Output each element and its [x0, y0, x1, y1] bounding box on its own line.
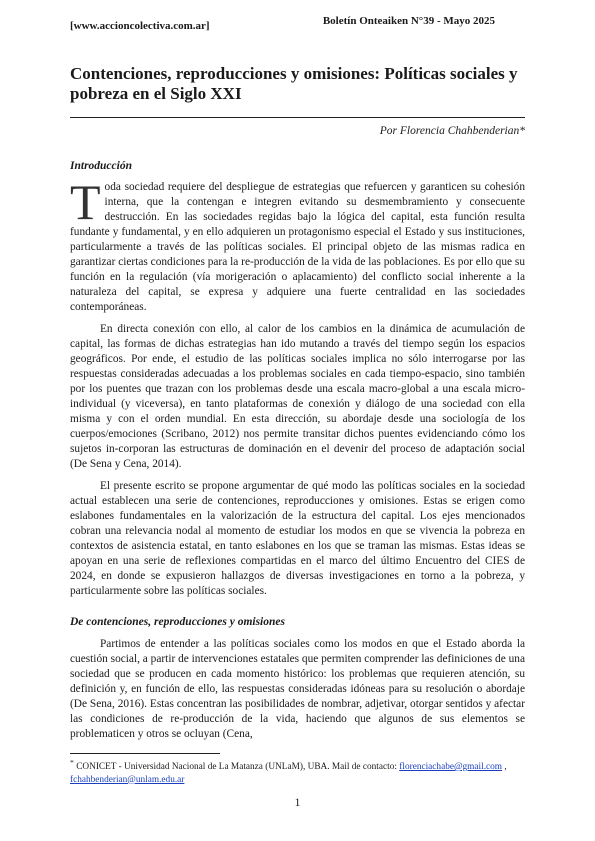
- header-bulletin: Boletín Onteaiken N°39 - Mayo 2025: [322, 15, 495, 27]
- footnote-rule: [70, 753, 220, 754]
- footnote: [70, 757, 525, 786]
- intro-paragraph-3: El presente escrito se propone argumentar de qué modo las políticas sociales en la sociedad actual establecen una serie de contenciones, reproducciones y omisiones. Estas se erigen como eslabones fundamentales en la valorización de la estructura del capital. Los ejes mencionados cobran una relevancia nodal al momento de estudiar los modos en que se vivencia la pobreza en contextos de asistencia estatal, en tanto eslabones en los que se traman las mismas. Estas ideas se apoyan en una serie de reflexiones compartidas en el marco del último Encuentro del CIES de 2024, en donde se expusieron hallazgos de diversas investigaciones en torno a la pobreza, y particularmente sobre las políticas sociales.: [70, 480, 525, 597]
- section-2-paragraph-1: Partimos de entender a las políticas sociales como los modos en que el Estado aborda la cuestión social, a partir de intervenciones estatales que permiten comprender las definiciones de una sociedad que se producen en cada momento histórico: los problemas que requieren atención, su definición y, en función de ello, las respuestas consideradas idóneas para su resolución o abordaje (De Sena, 2016). Estas concentran las posibilidades de nombrar, adjetivar, otorgar sentidos y afectar las condiciones de re-producción de la vida, haciendo que algunos de sus elementos se problematicen y otros se ocluyan (Cena,: [70, 638, 525, 740]
- footnote-email-gmail-link[interactable]: florenciachabe@gmail.com: [399, 762, 503, 773]
- section-2-body: [70, 637, 525, 749]
- section-heading-contenciones: De contenciones, reproducciones y omisiones: [70, 616, 285, 628]
- footnote-marker: *: [70, 758, 74, 767]
- header-website: [www.accioncolectiva.com.ar]: [70, 20, 210, 32]
- intro-body: [70, 174, 525, 606]
- author-line: Por Florencia Chahbenderian*: [379, 125, 525, 137]
- article-title: Contenciones, reproducciones y omisiones: Políticas sociales y pobreza en el Siglo XXI: [70, 64, 518, 103]
- footnote-text: CONICET - Universidad Nacional de La Matanza (UNLaM), UBA. Mail de contacto:: [73, 762, 400, 773]
- footnote-email-unlam-link[interactable]: fchahbenderian@unlam.edu.ar: [70, 774, 185, 785]
- title-rule: [70, 117, 525, 118]
- footnote-separator: ,: [502, 762, 507, 773]
- intro-paragraph-2: En directa conexión con ello, al calor de los cambios en la dinámica de acumulación de capital, las formas de dichas estrategias han ido mutando a través del tiempo según los espacios geográficos. Por ende, el estudio de las políticas sociales implica no sólo interrogarse por las respuestas consideradas adecuadas a los problemas sociales en cada tiempo-espacio, sino también por los puentes que trazan con los problemas desde una escala macro-global a una escala micro-individual (y viceversa), en tanto plataformas de conexión y diálogo de una sociedad con ella misma y con el orden mundial. En esta dirección, su abordaje desde una sociología de los cuerpos/emociones (Scribano, 2012) nos permite transitar dichos puentes evidenciando cómo los sujetos in-corporan las estructuras de dominación en el devenir del proceso de adaptación social (De Sena y Cena, 2014).: [70, 323, 525, 470]
- page-number: 1: [294, 797, 301, 809]
- section-heading-intro: Introducción: [70, 160, 132, 172]
- intro-paragraph-1-text: oda sociedad requiere del despliegue de estrategias que refuercen y garanticen su cohesión interna, que la contengan e integren evitando su desmembramiento y consecuente destrucción. En las sociedades regidas bajo la lógica del capital, esta función resulta fundante y fundamental, y en ello adquieren un protagonismo especial el Estado y sus instituciones, particularmente a través de las políticas sociales. El principal objeto de las mismas radica en garantizar ciertas condiciones para la re-producción de la vida de las poblaciones. Es por ello que su función en la regulación (vía morigeración o aplacamiento) del conflicto social inherente a la naturaleza del capital, se expresa y adquiere una fuerte centralidad en las sociedades contemporáneas.: [70, 181, 525, 313]
- drop-cap: T: [70, 174, 101, 230]
- intro-paragraph-1: [70, 174, 525, 315]
